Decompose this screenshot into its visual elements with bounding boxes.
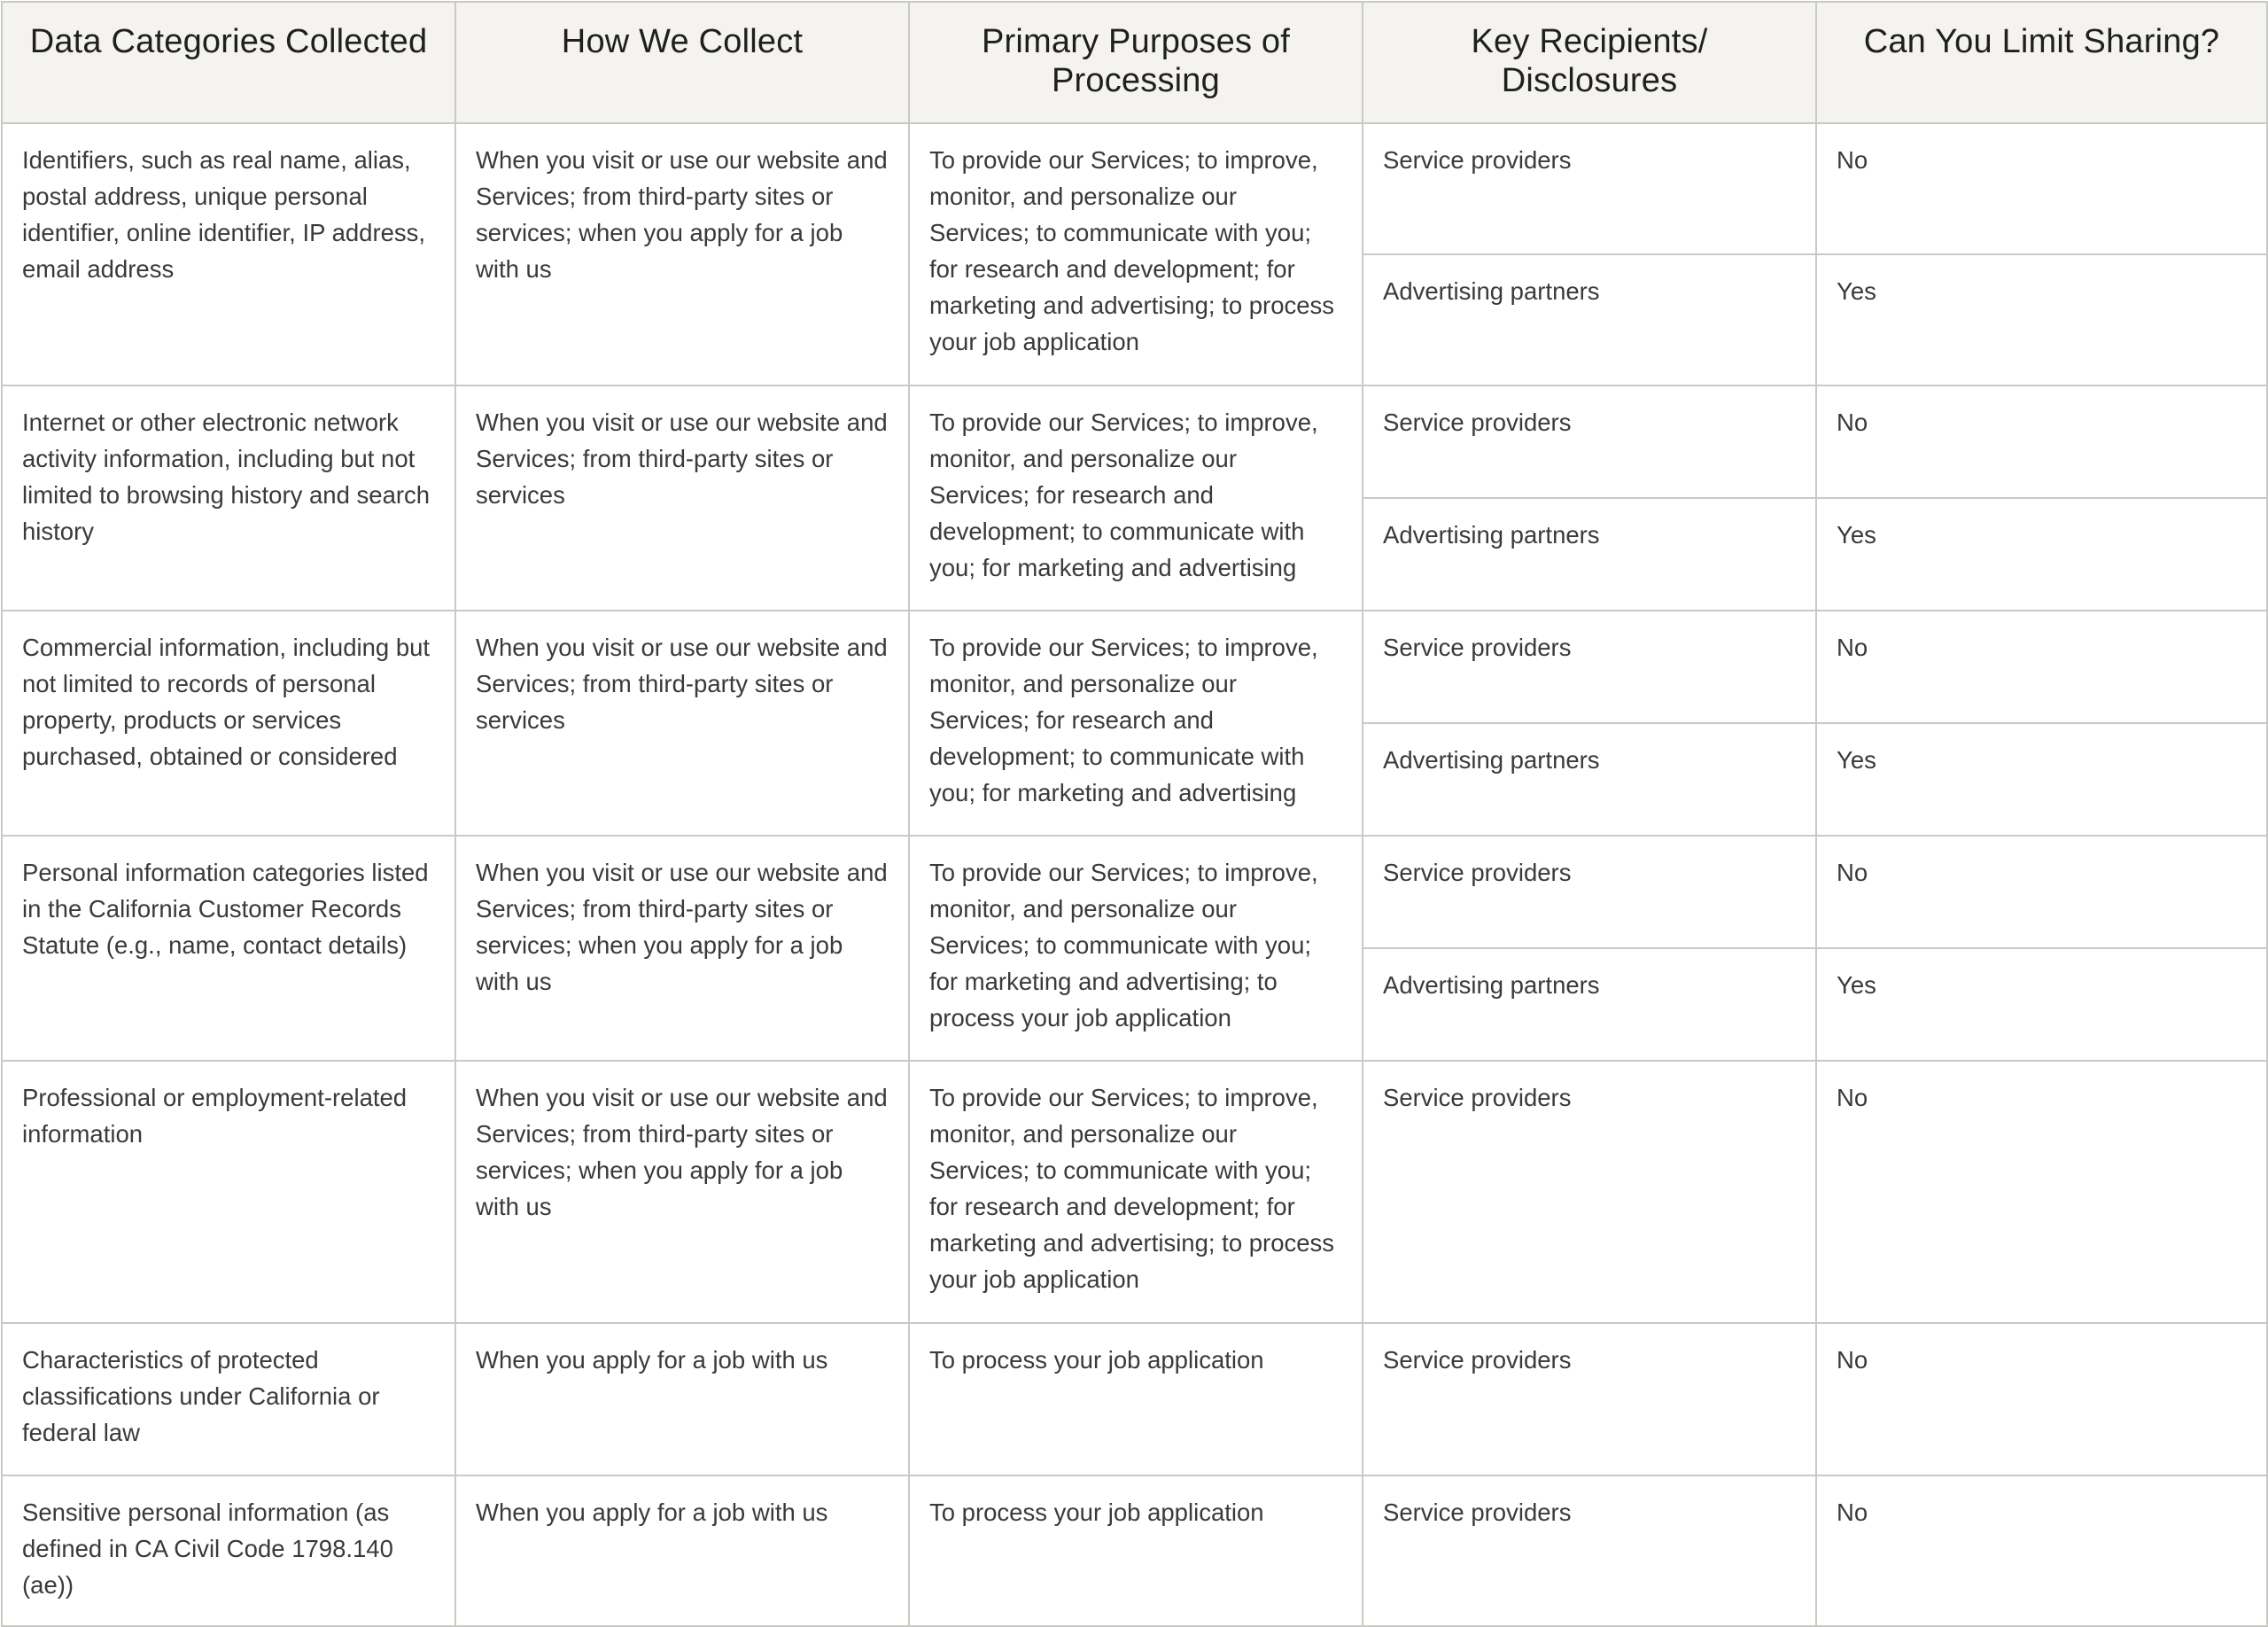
how-collected-cell: When you visit or use our website and Services; from third-party sites or services; when you apply for a job with us <box>455 1061 909 1323</box>
category-cell: Identifiers, such as real name, alias, postal address, unique personal identifier, online identifier, IP address, email address <box>2 123 455 385</box>
limit-sharing-cell: No <box>1816 1061 2267 1323</box>
table-body <box>2 123 2267 1626</box>
limit-sharing-cell: No <box>1816 1323 2267 1475</box>
limit-sharing-cell: No <box>1816 1475 2267 1626</box>
purposes-cell: To provide our Services; to improve, monitor, and personalize our Services; to communicate with you; for research and development; for marketing and advertising; to process your job application <box>909 123 1363 385</box>
recipient-cell: Service providers <box>1363 385 1816 498</box>
category-cell: Commercial information, including but not limited to records of personal property, products or services purchased, obtained or considered <box>2 611 455 836</box>
recipient-cell: Advertising partners <box>1363 254 1816 385</box>
how-collected-cell: When you visit or use our website and Services; from third-party sites or services <box>455 611 909 836</box>
recipient-cell: Advertising partners <box>1363 948 1816 1061</box>
how-collected-cell: When you apply for a job with us <box>455 1475 909 1626</box>
table-row <box>2 1475 2267 1626</box>
purposes-cell: To process your job application <box>909 1475 1363 1626</box>
purposes-cell: To process your job application <box>909 1323 1363 1475</box>
table-row <box>2 123 2267 254</box>
table-row <box>2 836 2267 948</box>
header-key-recipients: Key Recipients/ Disclosures <box>1363 2 1816 123</box>
purposes-cell: To provide our Services; to improve, monitor, and personalize our Services; for research and development; to communicate with you; for marketing and advertising <box>909 385 1363 611</box>
how-collected-cell: When you apply for a job with us <box>455 1323 909 1475</box>
header-limit-sharing: Can You Limit Sharing? <box>1816 2 2267 123</box>
limit-sharing-cell: No <box>1816 836 2267 948</box>
purposes-cell: To provide our Services; to improve, monitor, and personalize our Services; to communicate with you; for marketing and advertising; to process your job application <box>909 836 1363 1061</box>
purposes-cell: To provide our Services; to improve, monitor, and personalize our Services; to communicate with you; for research and development; for marketing and advertising; to process your job application <box>909 1061 1363 1323</box>
category-cell: Professional or employment-related information <box>2 1061 455 1323</box>
recipient-cell: Service providers <box>1363 1061 1816 1323</box>
table-row <box>2 385 2267 498</box>
header-row <box>2 2 2267 123</box>
data-categories-table <box>1 1 2268 1627</box>
limit-sharing-cell: No <box>1816 611 2267 723</box>
header-primary-purposes: Primary Purposes of Processing <box>909 2 1363 123</box>
how-collected-cell: When you visit or use our website and Services; from third-party sites or services; when you apply for a job with us <box>455 123 909 385</box>
recipient-cell: Service providers <box>1363 123 1816 254</box>
limit-sharing-cell: Yes <box>1816 254 2267 385</box>
header-how-we-collect: How We Collect <box>455 2 909 123</box>
limit-sharing-cell: No <box>1816 385 2267 498</box>
recipient-cell: Service providers <box>1363 836 1816 948</box>
table-row <box>2 1061 2267 1323</box>
table-header <box>2 2 2267 123</box>
table-row <box>2 1323 2267 1475</box>
limit-sharing-cell: Yes <box>1816 948 2267 1061</box>
recipient-cell: Advertising partners <box>1363 498 1816 611</box>
limit-sharing-cell: Yes <box>1816 498 2267 611</box>
recipient-cell: Service providers <box>1363 611 1816 723</box>
limit-sharing-cell: No <box>1816 123 2267 254</box>
recipient-cell: Advertising partners <box>1363 723 1816 836</box>
category-cell: Characteristics of protected classifications under California or federal law <box>2 1323 455 1475</box>
purposes-cell: To provide our Services; to improve, monitor, and personalize our Services; for research and development; to communicate with you; for marketing and advertising <box>909 611 1363 836</box>
category-cell: Sensitive personal information (as defined in CA Civil Code 1798.140 (ae)) <box>2 1475 455 1626</box>
category-cell: Personal information categories listed in the California Customer Records Statute (e.g., name, contact details) <box>2 836 455 1061</box>
table-row <box>2 611 2267 723</box>
how-collected-cell: When you visit or use our website and Services; from third-party sites or services; when you apply for a job with us <box>455 836 909 1061</box>
category-cell: Internet or other electronic network activity information, including but not limited to browsing history and search history <box>2 385 455 611</box>
recipient-cell: Service providers <box>1363 1475 1816 1626</box>
how-collected-cell: When you visit or use our website and Services; from third-party sites or services <box>455 385 909 611</box>
recipient-cell: Service providers <box>1363 1323 1816 1475</box>
limit-sharing-cell: Yes <box>1816 723 2267 836</box>
header-data-categories: Data Categories Collected <box>2 2 455 123</box>
